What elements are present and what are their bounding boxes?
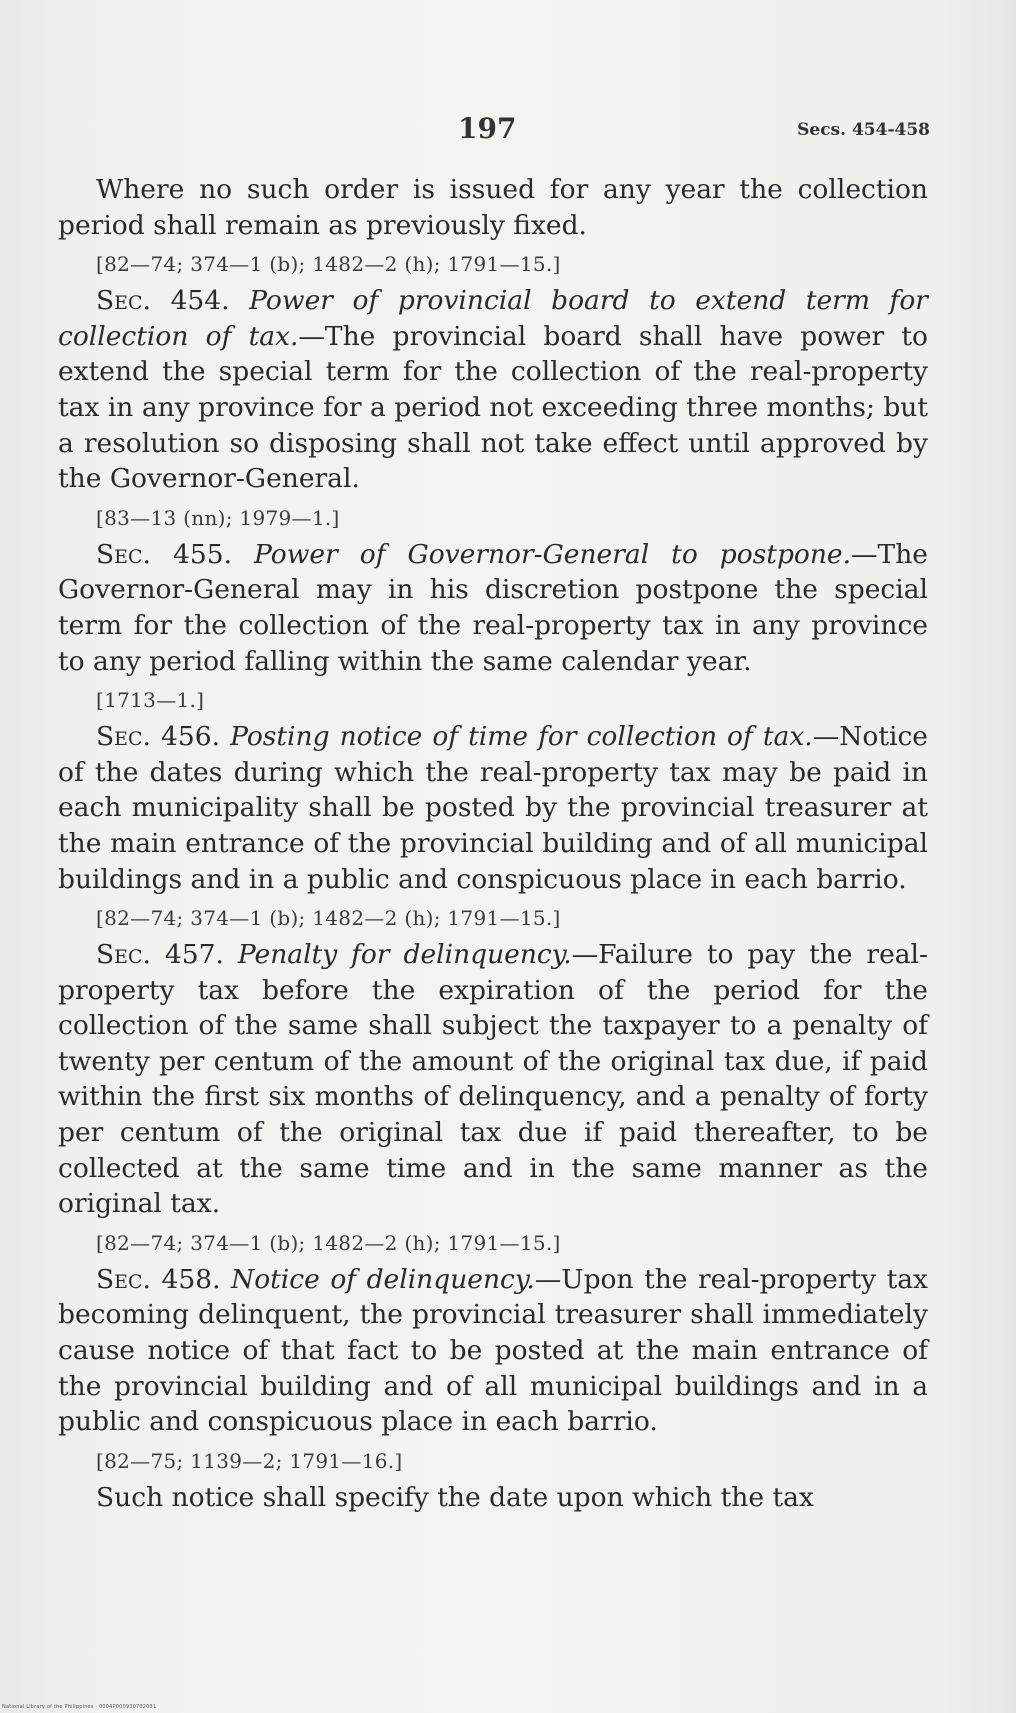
section-label: Sec. 455. (96, 538, 232, 570)
page-number: 197 (458, 112, 517, 145)
section-455-citation: [1713—1.] (96, 688, 205, 713)
intro-paragraph: Where no such order is issued for any year the collection period shall remain as previously fixed. (58, 174, 928, 241)
section-455 (58, 537, 928, 679)
section-title: Notice of delinquency. (231, 1263, 535, 1295)
closing-paragraph: Such notice shall specify the date upon which the tax (96, 1481, 814, 1513)
section-title: Power of provincial board to extend term for collection of tax. (58, 285, 928, 352)
scan-footer-note: National Library of the Philippines · 0004P000930702031 (2, 1704, 157, 1710)
section-456 (58, 719, 928, 897)
body-text (58, 172, 928, 1515)
section-454-citation: [83—13 (nn); 1979—1.] (96, 505, 340, 530)
section-title: Posting notice of time for collection of tax. (230, 721, 813, 753)
section-label: Sec. 454. (96, 285, 230, 317)
section-458 (58, 1262, 928, 1440)
page-header (0, 112, 1016, 152)
section-label: Sec. 457. (96, 939, 224, 971)
section-range: Secs. 454-458 (797, 120, 930, 140)
section-label: Sec. 456. (96, 721, 221, 753)
section-457 (58, 937, 928, 1222)
section-text: —Upon the real-property tax becoming delinquent, the provincial treasurer shall immediately cause notice of that fact to be posted at the main entrance of the provincial building and of all municipal buildings and in a public and conspicuous place in each barrio. (58, 1263, 928, 1438)
intro-citation: [82—74; 374—1 (b); 1482—2 (h); 1791—15.] (96, 252, 561, 277)
section-text: —The Governor-General may in his discretion postpone the special term for the collection of the real-property tax in any province to any period falling within the same calendar year. (58, 538, 928, 677)
section-457-citation: [82—74; 374—1 (b); 1482—2 (h); 1791—15.] (96, 1230, 561, 1255)
section-458-citation: [82—75; 1139—2; 1791—16.] (96, 1448, 403, 1473)
section-label: Sec. 458. (96, 1263, 221, 1295)
section-456-citation: [82—74; 374—1 (b); 1482—2 (h); 1791—15.] (96, 906, 561, 931)
section-text: —Notice of the dates during which the real-property tax may be paid in each municipality shall be posted by the provincial treasurer at the main entrance of the provincial building and of all municipal buildings and in a public and conspicuous place in each barrio. (58, 721, 928, 895)
section-title: Power of Governor-General to postpone. (254, 538, 852, 570)
section-454 (58, 283, 928, 497)
section-text: —The provincial board shall have power to extend the special term for the collection of the real-property tax in any province for a period not exceeding three months; but a resolution so disposing shall not take effect until approved by the Governor-General. (58, 320, 929, 495)
section-title: Penalty for delinquency. (237, 939, 572, 971)
section-text: —Failure to pay the real-property tax before the expiration of the period for the collection of the same shall subject the taxpayer to a penalty of twenty per centum of the amount of the original tax due, if paid within the first six months of delinquency, and a penalty of forty per centum of the original tax due if paid thereafter, to be collected at the same time and in the same manner as the original tax. (58, 939, 928, 1220)
